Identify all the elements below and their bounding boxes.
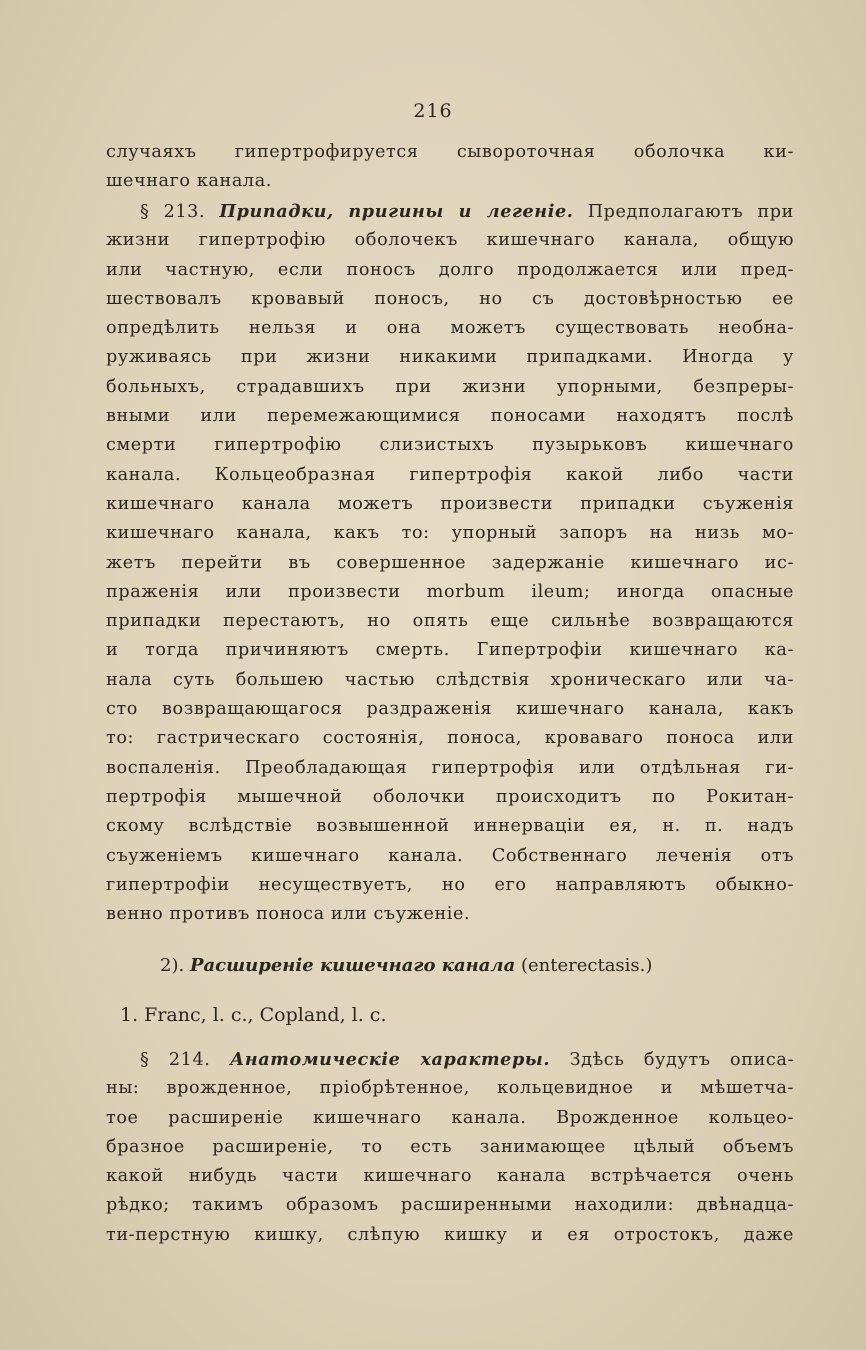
- text-line: бразное расширеніе, то есть занимающее цѣлый объемъ: [106, 1136, 794, 1157]
- page-number: 216: [413, 100, 453, 122]
- text-line: случаяхъ гипертрофируется сывороточная оболочка ки-: [106, 142, 794, 162]
- text-line: или частную, если поносъ долго продолжается или пред-: [106, 259, 794, 280]
- subsection-title: Расширеніе кишечнаго канала: [189, 955, 516, 976]
- references-line: 1. Franc, l. c., Copland, l. c.: [120, 1004, 387, 1026]
- section-214-body: [106, 1074, 794, 1250]
- text-line: припадки перестаютъ, но опять еще сильнѣе возвращаются: [106, 611, 794, 632]
- text-line: канала. Кольцеобразная гипертрофія какой либо части: [106, 464, 794, 485]
- text-line: жизни гипертрофію оболочекъ кишечнаго канала, общую: [106, 230, 794, 251]
- section-first-line-text: Здѣсь будутъ описа-: [569, 1050, 794, 1070]
- text-line: пертрофія мышечной оболочки происходитъ по Рокитан-: [106, 786, 794, 807]
- text-line: ны: врожденное, пріобрѣтенное, кольцевидное и мѣшетча-: [106, 1078, 794, 1099]
- text-line: опредѣлить нельзя и она можетъ существовать необна-: [106, 318, 794, 339]
- text-line: воспаленія. Преобладающая гипертрофія или отдѣльная ги-: [106, 757, 794, 778]
- text-line: тое расширеніе кишечнаго канала. Врожденное кольцео-: [106, 1107, 794, 1128]
- section-214-first-line: [106, 1045, 794, 1074]
- text-line: какой нибудь части кишечнаго канала встрѣчается очень: [106, 1166, 794, 1187]
- text-line: вными или перемежающимися поносами находятъ послѣ: [106, 406, 794, 427]
- text-line: гипертрофіи несуществуетъ, но его направляютъ обыкно-: [106, 874, 794, 895]
- section-213-first-line: [106, 197, 794, 226]
- text-line: сто возвращающагося раздраженія кишечнаго канала, какъ: [106, 699, 794, 720]
- text-line: венно противъ поноса или съуженіе.: [106, 904, 471, 925]
- text-line: кишечнаго канала можетъ произвести припадки съуженія: [106, 493, 794, 514]
- section-214: [106, 1045, 794, 1250]
- text-line: рѣдко; такимъ образомъ расширенными находили: двѣнадца-: [106, 1195, 794, 1216]
- section-title: Припадки, пригины и легеніе.: [219, 201, 574, 222]
- text-line: больныхъ, страдавшихъ при жизни упорными, безпреры-: [106, 376, 794, 397]
- text-line: нала суть большею частью слѣдствія хроническаго или ча-: [106, 669, 794, 690]
- text-line: смерти гипертрофію слизистыхъ пузырьковъ кишечнаго: [106, 435, 794, 456]
- text-line: и тогда причиняютъ смерть. Гипертрофіи кишечнаго ка-: [106, 640, 794, 661]
- section-label: § 214.: [140, 1050, 211, 1070]
- text-line: жетъ перейти въ совершенное задержаніе кишечнаго ис-: [106, 552, 794, 573]
- section-213: [106, 197, 794, 929]
- text-line: скому вслѣдствіе возвышенной иннерваціи ея, н. п. надъ: [106, 816, 794, 837]
- subsection-latin-term: (enterectasis.): [520, 955, 653, 976]
- text-line: руживаясь при жизни никакими припадками. Иногда у: [106, 347, 794, 368]
- section-first-line-text: Предполагаютъ при: [587, 202, 794, 222]
- section-label: § 213.: [140, 202, 206, 222]
- section-213-body: [106, 226, 794, 929]
- text-line: ти-перстную кишку, слѣпую кишку и ея отростокъ, даже: [106, 1224, 794, 1245]
- section-title: Анатомическіе характеры.: [229, 1049, 551, 1070]
- text-line: съуженіемъ кишечнаго канала. Собственнаго леченія отъ: [106, 845, 794, 866]
- text-line: шествовалъ кровавый поносъ, но съ достовѣрностью ее: [106, 288, 794, 309]
- subsection-number: 2).: [160, 955, 185, 976]
- text-line: то: гастрическаго состоянія, поноса, кроваваго поноса или: [106, 728, 794, 749]
- paragraph-continuation: [106, 138, 794, 197]
- text-line: шечнаго канала.: [106, 171, 272, 192]
- text-line: праженія или произвести morbum ileum; иногда опасные: [106, 581, 794, 602]
- subsection-heading: [160, 955, 652, 976]
- text-line: кишечнаго канала, какъ то: упорный запоръ на низь мо-: [106, 523, 794, 544]
